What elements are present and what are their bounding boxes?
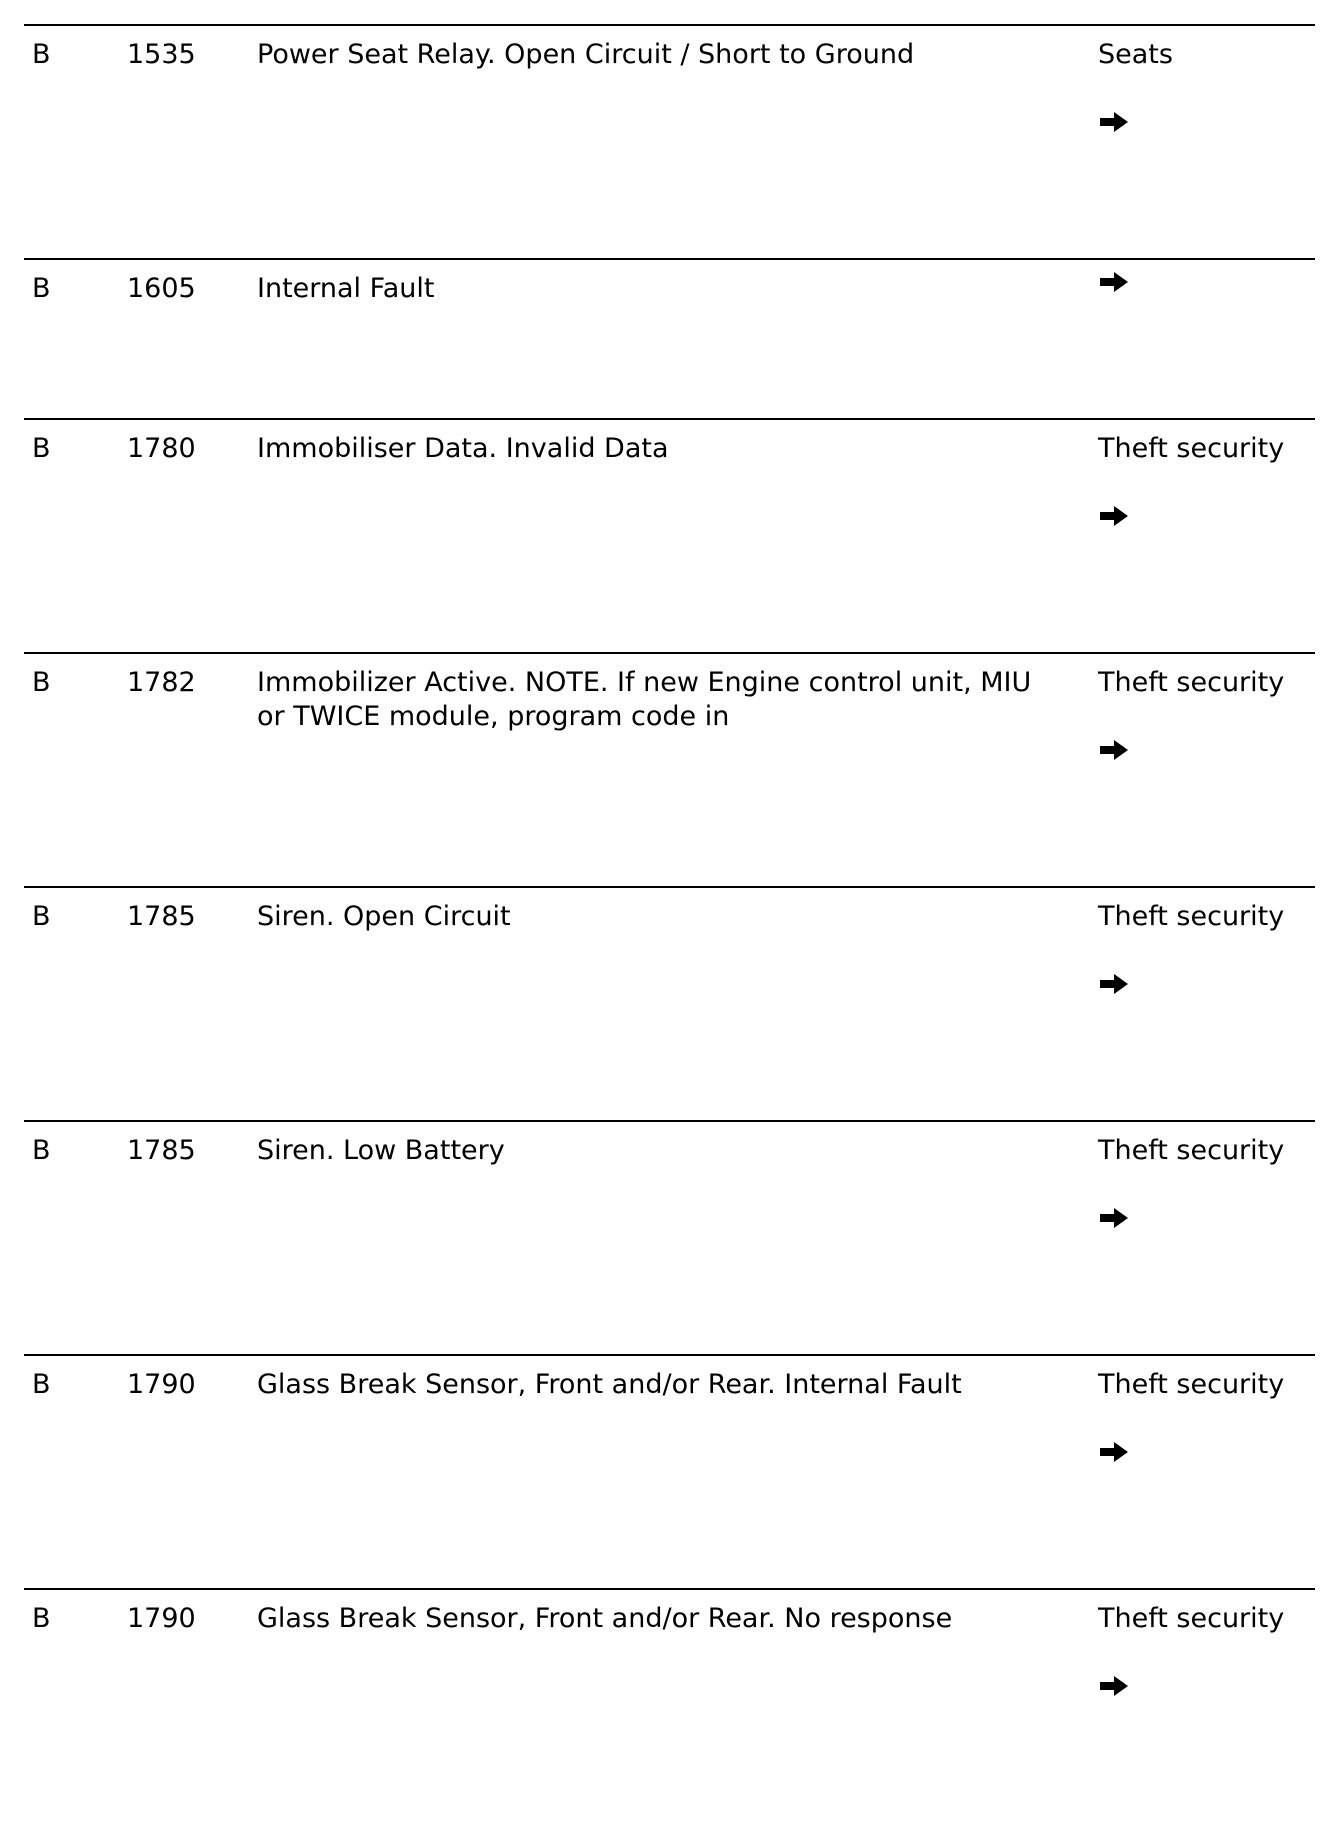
- code-number: 1782: [127, 667, 196, 698]
- table-row: [24, 24, 1315, 258]
- code-letter: B: [32, 39, 51, 70]
- system-link[interactable]: Seats: [1098, 39, 1173, 70]
- code-letter: B: [32, 1603, 51, 1634]
- table-row: [24, 258, 1315, 418]
- code-number: 1785: [127, 901, 196, 932]
- code-number: 1790: [127, 1369, 196, 1400]
- system-link[interactable]: Theft security: [1098, 1135, 1285, 1166]
- code-description: Siren. Open Circuit: [257, 901, 511, 932]
- arrow-right-icon[interactable]: [1098, 738, 1130, 762]
- table-row: [24, 1120, 1315, 1354]
- system-link[interactable]: Theft security: [1098, 667, 1285, 698]
- table-row: [24, 1588, 1315, 1822]
- table-row: [24, 886, 1315, 1120]
- code-description: Immobiliser Data. Invalid Data: [257, 433, 669, 464]
- code-description: Power Seat Relay. Open Circuit / Short to Ground: [257, 39, 915, 70]
- arrow-right-icon[interactable]: [1098, 1206, 1130, 1230]
- arrow-right-icon[interactable]: [1098, 110, 1130, 134]
- table-row: [24, 418, 1315, 652]
- code-number: 1785: [127, 1135, 196, 1166]
- code-letter: B: [32, 1369, 51, 1400]
- arrow-right-icon[interactable]: [1098, 504, 1130, 528]
- arrow-right-icon[interactable]: [1098, 1440, 1130, 1464]
- code-number: 1605: [127, 273, 196, 304]
- code-number: 1790: [127, 1603, 196, 1634]
- fault-code-table: [24, 24, 1315, 1822]
- table-row: [24, 1354, 1315, 1588]
- system-link[interactable]: Theft security: [1098, 433, 1285, 464]
- code-description: Immobilizer Active. NOTE. If new Engine control unit, MIU or TWICE module, program code in: [257, 667, 1032, 732]
- code-number: 1780: [127, 433, 196, 464]
- code-letter: B: [32, 667, 51, 698]
- code-description: Glass Break Sensor, Front and/or Rear. Internal Fault: [257, 1369, 962, 1400]
- code-description: Siren. Low Battery: [257, 1135, 505, 1166]
- code-letter: B: [32, 433, 51, 464]
- code-description: Internal Fault: [257, 273, 435, 304]
- code-description: Glass Break Sensor, Front and/or Rear. No response: [257, 1603, 953, 1634]
- system-link[interactable]: Theft security: [1098, 1603, 1285, 1634]
- arrow-right-icon[interactable]: [1098, 1674, 1130, 1698]
- code-letter: B: [32, 1135, 51, 1166]
- system-link[interactable]: Theft security: [1098, 1369, 1285, 1400]
- code-letter: B: [32, 273, 51, 304]
- system-link[interactable]: Theft security: [1098, 901, 1285, 932]
- arrow-right-icon[interactable]: [1098, 972, 1130, 996]
- table-row: [24, 652, 1315, 886]
- arrow-right-icon[interactable]: [1098, 270, 1130, 294]
- code-number: 1535: [127, 39, 196, 70]
- code-letter: B: [32, 901, 51, 932]
